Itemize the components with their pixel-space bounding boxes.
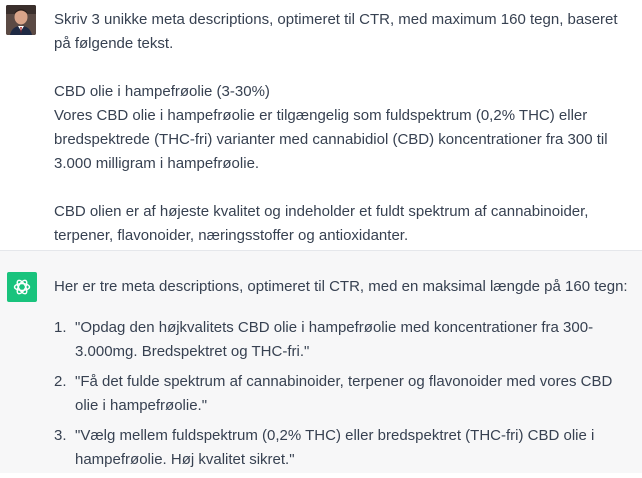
list-item	[54, 316, 624, 364]
list-item	[54, 424, 624, 472]
meta-description-list	[54, 316, 624, 478]
prompt-paragraph-2: CBD olien er af højeste kvalitet og indeholder et fuldt spektrum af cannabinoider, terpener, flavonoider, næringsstoffer og antioxidanter.	[54, 203, 593, 244]
list-item-text: "Få det fulde spektrum af cannabinoider, terpener og flavonoider med vores CBD olie i hampefrøolie."	[75, 373, 613, 414]
assistant-intro: Her er tre meta descriptions, optimeret til CTR, med en maksimal længde på 160 tegn:	[54, 278, 628, 295]
prompt-instruction: Skriv 3 unikke meta descriptions, optimeret til CTR, med maximum 160 tegn, baseret på følgende tekst.	[54, 11, 622, 52]
prompt-paragraph-1: Vores CBD olie i hampefrøolie er tilgængelig som fuldspektrum (0,2% THC) eller bredspektrede (THC-fri) varianter med cannabidiol (CBD) koncentrationer fra 300 til 3.000 milligram i hampefrøolie.	[54, 107, 612, 172]
list-item-number: 3.	[54, 427, 67, 444]
list-item-number: 2.	[54, 373, 67, 390]
list-item-text: "Vælg mellem fuldspektrum (0,2% THC) eller bredspektret (THC-fri) CBD olie i hampefrøolie. Høj kvalitet sikret."	[75, 427, 595, 468]
prompt-heading: CBD olie i hampefrøolie (3-30%)	[54, 83, 270, 100]
user-prompt	[54, 8, 634, 248]
list-item-number: 1.	[54, 319, 67, 336]
list-item-text: "Opdag den højkvalitets CBD olie i hampefrøolie med koncentrationer fra 300-3.000mg. Bredspektret og THC-fri."	[75, 319, 594, 360]
user-avatar	[6, 5, 36, 35]
list-item	[54, 370, 624, 418]
openai-logo-icon	[7, 272, 37, 302]
